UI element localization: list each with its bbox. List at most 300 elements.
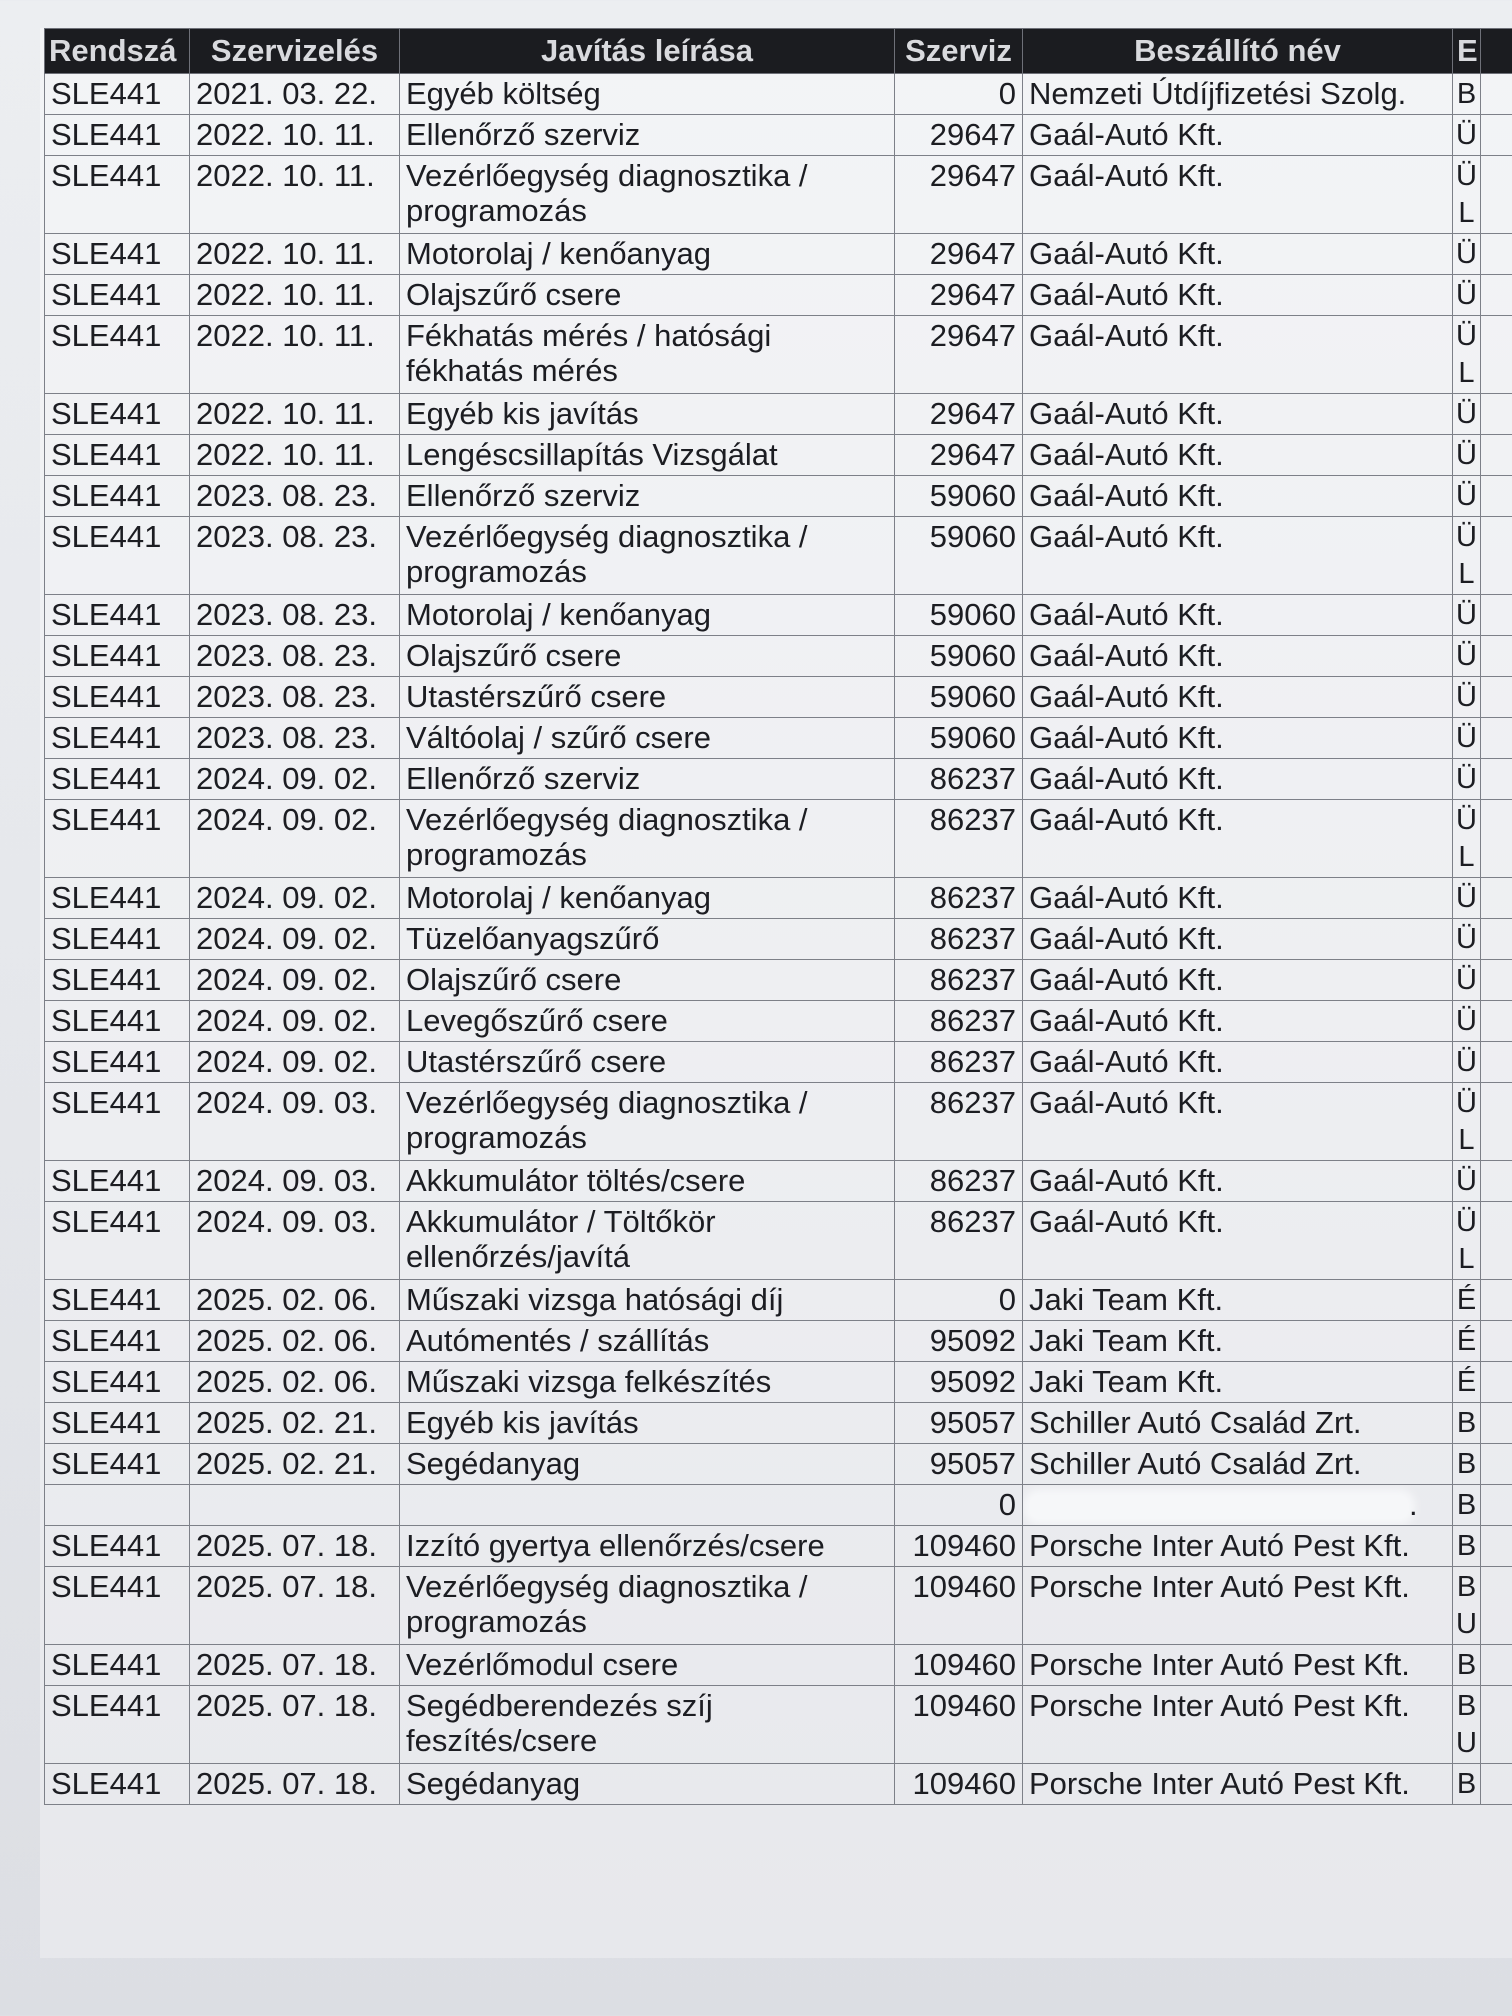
plate-cell: SLE441 bbox=[45, 476, 190, 517]
date-cell: 2023. 08. 23. bbox=[190, 636, 400, 677]
plate-cell: SLE441 bbox=[45, 316, 190, 394]
description-cell: Utastérszűrő csere bbox=[400, 1042, 895, 1083]
flag-letter: B bbox=[1456, 1489, 1477, 1521]
plate-cell: SLE441 bbox=[45, 800, 190, 878]
table-row bbox=[45, 1161, 1512, 1202]
service-km-cell: 0 bbox=[895, 1280, 1023, 1321]
column-header-service-km: Szerviz bbox=[895, 29, 1023, 74]
date-cell: 2025. 07. 18. bbox=[190, 1567, 400, 1645]
table-row bbox=[45, 1645, 1512, 1686]
flag-cell bbox=[1453, 878, 1481, 919]
supplier-cell: Gaál-Autó Kft. bbox=[1023, 677, 1453, 718]
flag-cell bbox=[1453, 636, 1481, 677]
plate-cell: SLE441 bbox=[45, 759, 190, 800]
blank-cell bbox=[1481, 878, 1512, 919]
service-km-cell: 109460 bbox=[895, 1686, 1023, 1764]
flag-letter: Ü bbox=[1456, 160, 1477, 192]
plate-cell: SLE441 bbox=[45, 1362, 190, 1403]
plate-cell: SLE441 bbox=[45, 960, 190, 1001]
table-row bbox=[45, 275, 1512, 316]
table-row bbox=[45, 1764, 1512, 1805]
flag-cell bbox=[1453, 1526, 1481, 1567]
supplier-cell: Gaál-Autó Kft. bbox=[1023, 234, 1453, 275]
table-row bbox=[45, 595, 1512, 636]
flag-letter: U bbox=[1456, 1608, 1477, 1640]
flag-cell bbox=[1453, 919, 1481, 960]
table-row bbox=[45, 1526, 1512, 1567]
date-cell: 2025. 02. 06. bbox=[190, 1362, 400, 1403]
table-row bbox=[45, 919, 1512, 960]
supplier-cell: Gaál-Autó Kft. bbox=[1023, 919, 1453, 960]
date-cell: 2025. 02. 21. bbox=[190, 1403, 400, 1444]
plate-cell: SLE441 bbox=[45, 636, 190, 677]
blank-cell bbox=[1481, 1083, 1512, 1161]
flag-cell bbox=[1453, 1321, 1481, 1362]
description-cell: Fékhatás mérés / hatósági fékhatás mérés bbox=[400, 316, 895, 394]
service-km-cell: 59060 bbox=[895, 636, 1023, 677]
table-row bbox=[45, 878, 1512, 919]
flag-cell bbox=[1453, 759, 1481, 800]
blank-cell bbox=[1481, 275, 1512, 316]
plate-cell: SLE441 bbox=[45, 234, 190, 275]
description-cell: Tüzelőanyagszűrő bbox=[400, 919, 895, 960]
date-cell: 2024. 09. 02. bbox=[190, 1001, 400, 1042]
flag-letter: L bbox=[1458, 1124, 1475, 1156]
service-km-cell: 0 bbox=[895, 74, 1023, 115]
description-cell: Segédberendezés szíj feszítés/csere bbox=[400, 1686, 895, 1764]
flag-letter: Ü bbox=[1456, 119, 1477, 151]
description-cell: Segédanyag bbox=[400, 1444, 895, 1485]
description-cell: Műszaki vizsga felkészítés bbox=[400, 1362, 895, 1403]
plate-cell: SLE441 bbox=[45, 1764, 190, 1805]
date-cell: 2023. 08. 23. bbox=[190, 476, 400, 517]
plate-cell: SLE441 bbox=[45, 1042, 190, 1083]
flag-cell bbox=[1453, 1485, 1481, 1526]
service-km-cell: 59060 bbox=[895, 476, 1023, 517]
flag-cell bbox=[1453, 960, 1481, 1001]
table-row bbox=[45, 394, 1512, 435]
flag-letter: Ü bbox=[1456, 1165, 1477, 1197]
plate-cell: SLE441 bbox=[45, 435, 190, 476]
service-km-cell: 109460 bbox=[895, 1567, 1023, 1645]
date-cell: 2022. 10. 11. bbox=[190, 234, 400, 275]
plate-cell: SLE441 bbox=[45, 878, 190, 919]
blank-cell bbox=[1481, 1567, 1512, 1645]
supplier-cell: Gaál-Autó Kft. bbox=[1023, 1202, 1453, 1280]
blank-cell bbox=[1481, 394, 1512, 435]
blank-cell bbox=[1481, 800, 1512, 878]
plate-cell: SLE441 bbox=[45, 677, 190, 718]
table-row bbox=[45, 1485, 1512, 1526]
blank-cell bbox=[1481, 435, 1512, 476]
blank-cell bbox=[1481, 1001, 1512, 1042]
column-header-description: Javítás leírása bbox=[400, 29, 895, 74]
blank-cell bbox=[1481, 677, 1512, 718]
plate-cell: SLE441 bbox=[45, 1083, 190, 1161]
flag-letter: B bbox=[1456, 1530, 1477, 1562]
supplier-cell: Schiller Autó Család Zrt. bbox=[1023, 1403, 1453, 1444]
description-cell: Utastérszűrő csere bbox=[400, 677, 895, 718]
supplier-cell: Gaál-Autó Kft. bbox=[1023, 960, 1453, 1001]
supplier-cell: Gaál-Autó Kft. bbox=[1023, 394, 1453, 435]
service-km-cell: 95092 bbox=[895, 1362, 1023, 1403]
supplier-cell: Jaki Team Kft. bbox=[1023, 1280, 1453, 1321]
service-km-cell: 86237 bbox=[895, 878, 1023, 919]
description-cell: Ellenőrző szerviz bbox=[400, 476, 895, 517]
blank-cell bbox=[1481, 1321, 1512, 1362]
blank-cell bbox=[1481, 1403, 1512, 1444]
flag-cell bbox=[1453, 1686, 1481, 1764]
date-cell: 2024. 09. 02. bbox=[190, 878, 400, 919]
flag-letter: Ü bbox=[1456, 804, 1477, 836]
service-km-cell: 95057 bbox=[895, 1403, 1023, 1444]
flag-letter: L bbox=[1458, 1243, 1475, 1275]
plate-cell: SLE441 bbox=[45, 1161, 190, 1202]
supplier-cell: Nemzeti Útdíjfizetési Szolg. bbox=[1023, 74, 1453, 115]
supplier-cell: Gaál-Autó Kft. bbox=[1023, 759, 1453, 800]
table-row bbox=[45, 435, 1512, 476]
service-km-cell: 95057 bbox=[895, 1444, 1023, 1485]
flag-cell bbox=[1453, 316, 1481, 394]
supplier-cell: Jaki Team Kft. bbox=[1023, 1321, 1453, 1362]
service-km-cell: 29647 bbox=[895, 275, 1023, 316]
flag-letter: B bbox=[1456, 1571, 1477, 1603]
flag-letter: Ü bbox=[1456, 722, 1477, 754]
plate-cell: SLE441 bbox=[45, 718, 190, 759]
flag-letter: B bbox=[1456, 1407, 1477, 1439]
supplier-cell: Gaál-Autó Kft. bbox=[1023, 115, 1453, 156]
plate-cell: SLE441 bbox=[45, 1280, 190, 1321]
service-km-cell: 29647 bbox=[895, 394, 1023, 435]
date-cell: 2025. 02. 06. bbox=[190, 1280, 400, 1321]
description-cell: Egyéb kis javítás bbox=[400, 394, 895, 435]
flag-cell bbox=[1453, 1567, 1481, 1645]
blank-cell bbox=[1481, 1042, 1512, 1083]
supplier-cell: Gaál-Autó Kft. bbox=[1023, 636, 1453, 677]
plate-cell: SLE441 bbox=[45, 275, 190, 316]
supplier-cell: Jaki Team Kft. bbox=[1023, 1362, 1453, 1403]
date-cell: 2022. 10. 11. bbox=[190, 275, 400, 316]
flag-letter: Ü bbox=[1456, 521, 1477, 553]
flag-cell bbox=[1453, 1280, 1481, 1321]
flag-letter: Ü bbox=[1456, 1206, 1477, 1238]
description-cell: Lengéscsillapítás Vizsgálat bbox=[400, 435, 895, 476]
flag-letter: Ü bbox=[1456, 640, 1477, 672]
table-row bbox=[45, 636, 1512, 677]
description-cell: Műszaki vizsga hatósági díj bbox=[400, 1280, 895, 1321]
flag-cell bbox=[1453, 1161, 1481, 1202]
description-cell: Egyéb költség bbox=[400, 74, 895, 115]
plate-cell: SLE441 bbox=[45, 1645, 190, 1686]
flag-letter: Ü bbox=[1456, 681, 1477, 713]
flag-cell bbox=[1453, 476, 1481, 517]
flag-letter: L bbox=[1458, 197, 1475, 229]
flag-letter: B bbox=[1456, 1768, 1477, 1800]
supplier-cell: Gaál-Autó Kft. bbox=[1023, 800, 1453, 878]
table-row bbox=[45, 800, 1512, 878]
description-cell: Levegőszűrő csere bbox=[400, 1001, 895, 1042]
flag-letter: Ü bbox=[1456, 1046, 1477, 1078]
blank-cell bbox=[1481, 476, 1512, 517]
flag-letter: Ü bbox=[1456, 480, 1477, 512]
date-cell: 2024. 09. 02. bbox=[190, 759, 400, 800]
service-km-cell: 86237 bbox=[895, 1083, 1023, 1161]
service-km-cell: 86237 bbox=[895, 919, 1023, 960]
flag-letter: L bbox=[1458, 841, 1475, 873]
flag-cell bbox=[1453, 1042, 1481, 1083]
service-km-cell: 29647 bbox=[895, 234, 1023, 275]
description-cell: Vezérlőegység diagnosztika / programozás bbox=[400, 1567, 895, 1645]
date-cell: 2022. 10. 11. bbox=[190, 316, 400, 394]
blank-cell bbox=[1481, 1161, 1512, 1202]
blank-cell bbox=[1481, 1362, 1512, 1403]
flag-letter: B bbox=[1456, 1690, 1477, 1722]
flag-cell bbox=[1453, 156, 1481, 234]
description-cell: Motorolaj / kenőanyag bbox=[400, 234, 895, 275]
flag-letter: Ü bbox=[1456, 439, 1477, 471]
description-cell: Motorolaj / kenőanyag bbox=[400, 878, 895, 919]
table-row bbox=[45, 1042, 1512, 1083]
flag-letter: B bbox=[1456, 1448, 1477, 1480]
plate-cell: SLE441 bbox=[45, 517, 190, 595]
supplier-cell: Gaál-Autó Kft. bbox=[1023, 1161, 1453, 1202]
blank-cell bbox=[1481, 1526, 1512, 1567]
date-cell: 2025. 07. 18. bbox=[190, 1764, 400, 1805]
table-row bbox=[45, 1403, 1512, 1444]
description-cell: Vezérlőegység diagnosztika / programozás bbox=[400, 800, 895, 878]
flag-letter: B bbox=[1456, 1649, 1477, 1681]
description-cell: Vezérlőmodul csere bbox=[400, 1645, 895, 1686]
blank-cell bbox=[1481, 115, 1512, 156]
date-cell: 2022. 10. 11. bbox=[190, 156, 400, 234]
date-cell: 2024. 09. 02. bbox=[190, 800, 400, 878]
flag-cell bbox=[1453, 800, 1481, 878]
blank-cell bbox=[1481, 636, 1512, 677]
date-cell: 2025. 07. 18. bbox=[190, 1526, 400, 1567]
supplier-cell: Gaál-Autó Kft. bbox=[1023, 275, 1453, 316]
description-cell: Segédanyag bbox=[400, 1764, 895, 1805]
service-history-table bbox=[44, 28, 1512, 1805]
flag-letter: B bbox=[1456, 78, 1477, 110]
blank-cell bbox=[1481, 1202, 1512, 1280]
flag-cell bbox=[1453, 1403, 1481, 1444]
table-row bbox=[45, 1444, 1512, 1485]
flag-cell bbox=[1453, 517, 1481, 595]
date-cell: 2024. 09. 03. bbox=[190, 1083, 400, 1161]
service-km-cell: 86237 bbox=[895, 960, 1023, 1001]
table-row bbox=[45, 1321, 1512, 1362]
plate-cell: SLE441 bbox=[45, 115, 190, 156]
plate-cell: SLE441 bbox=[45, 74, 190, 115]
supplier-cell: Gaál-Autó Kft. bbox=[1023, 718, 1453, 759]
flag-cell bbox=[1453, 1444, 1481, 1485]
supplier-cell: Gaál-Autó Kft. bbox=[1023, 1001, 1453, 1042]
plate-cell: SLE441 bbox=[45, 1202, 190, 1280]
table-row bbox=[45, 156, 1512, 234]
service-km-cell: 59060 bbox=[895, 517, 1023, 595]
flag-letter: L bbox=[1458, 357, 1475, 389]
service-km-cell: 95092 bbox=[895, 1321, 1023, 1362]
date-cell: 2025. 07. 18. bbox=[190, 1645, 400, 1686]
flag-letter: Ü bbox=[1456, 964, 1477, 996]
supplier-cell: Schiller Autó Család Zrt. bbox=[1023, 1444, 1453, 1485]
supplier-cell: Gaál-Autó Kft. bbox=[1023, 595, 1453, 636]
flag-cell bbox=[1453, 1202, 1481, 1280]
date-cell: 2024. 09. 02. bbox=[190, 919, 400, 960]
plate-cell: SLE441 bbox=[45, 394, 190, 435]
description-cell: Olajszűrő csere bbox=[400, 960, 895, 1001]
flag-letter: U bbox=[1456, 1727, 1477, 1759]
date-cell: 2022. 10. 11. bbox=[190, 115, 400, 156]
service-km-cell: 86237 bbox=[895, 1202, 1023, 1280]
flag-cell bbox=[1453, 275, 1481, 316]
flag-cell bbox=[1453, 677, 1481, 718]
date-cell: 2023. 08. 23. bbox=[190, 718, 400, 759]
service-km-cell: 109460 bbox=[895, 1526, 1023, 1567]
flag-letter: Ü bbox=[1456, 279, 1477, 311]
date-cell: 2023. 08. 23. bbox=[190, 677, 400, 718]
description-cell: Vezérlőegység diagnosztika / programozás bbox=[400, 517, 895, 595]
plate-cell: SLE441 bbox=[45, 919, 190, 960]
description-cell: Motorolaj / kenőanyag bbox=[400, 595, 895, 636]
service-km-cell: 29647 bbox=[895, 316, 1023, 394]
flag-letter: É bbox=[1456, 1366, 1477, 1398]
supplier-cell: Gaál-Autó Kft. bbox=[1023, 316, 1453, 394]
flag-letter: Ü bbox=[1456, 238, 1477, 270]
plate-cell: SLE441 bbox=[45, 1001, 190, 1042]
blank-cell bbox=[1481, 919, 1512, 960]
description-cell: Egyéb kis javítás bbox=[400, 1403, 895, 1444]
date-cell: 2024. 09. 02. bbox=[190, 960, 400, 1001]
table-row bbox=[45, 517, 1512, 595]
column-header-blank bbox=[1481, 29, 1512, 74]
blank-cell bbox=[1481, 595, 1512, 636]
table-row bbox=[45, 1362, 1512, 1403]
supplier-cell: Gaál-Autó Kft. bbox=[1023, 517, 1453, 595]
table-row bbox=[45, 1280, 1512, 1321]
blank-cell bbox=[1481, 1764, 1512, 1805]
table-row bbox=[45, 1083, 1512, 1161]
description-cell: Autómentés / szállítás bbox=[400, 1321, 895, 1362]
blank-cell bbox=[1481, 1686, 1512, 1764]
table-row bbox=[45, 74, 1512, 115]
date-cell: 2024. 09. 03. bbox=[190, 1161, 400, 1202]
supplier-cell: Gaál-Autó Kft. bbox=[1023, 476, 1453, 517]
blank-cell bbox=[1481, 759, 1512, 800]
blank-cell bbox=[1481, 517, 1512, 595]
table-row bbox=[45, 677, 1512, 718]
description-cell: Váltóolaj / szűrő csere bbox=[400, 718, 895, 759]
description-cell: Ellenőrző szerviz bbox=[400, 115, 895, 156]
plate-cell: SLE441 bbox=[45, 1686, 190, 1764]
date-cell: 2023. 08. 23. bbox=[190, 595, 400, 636]
blank-cell bbox=[1481, 1645, 1512, 1686]
date-cell: 2025. 02. 21. bbox=[190, 1444, 400, 1485]
service-km-cell: 86237 bbox=[895, 759, 1023, 800]
service-km-cell: 29647 bbox=[895, 156, 1023, 234]
plate-cell: SLE441 bbox=[45, 156, 190, 234]
column-header-date: Szervizelés bbox=[190, 29, 400, 74]
plate-cell: SLE441 bbox=[45, 1567, 190, 1645]
table-row bbox=[45, 1686, 1512, 1764]
blank-cell bbox=[1481, 74, 1512, 115]
description-cell: Vezérlőegység diagnosztika / programozás bbox=[400, 1083, 895, 1161]
blank-cell bbox=[1481, 1444, 1512, 1485]
blank-cell bbox=[1481, 960, 1512, 1001]
service-km-cell: 0 bbox=[895, 1485, 1023, 1526]
description-cell: Olajszűrő csere bbox=[400, 636, 895, 677]
flag-cell bbox=[1453, 1083, 1481, 1161]
date-cell: 2021. 03. 22. bbox=[190, 74, 400, 115]
plate-cell: SLE441 bbox=[45, 1321, 190, 1362]
column-header-extra: E bbox=[1453, 29, 1481, 74]
flag-letter: Ü bbox=[1456, 923, 1477, 955]
flag-cell bbox=[1453, 394, 1481, 435]
description-cell: Ellenőrző szerviz bbox=[400, 759, 895, 800]
date-cell: 2024. 09. 02. bbox=[190, 1042, 400, 1083]
flag-cell bbox=[1453, 115, 1481, 156]
column-header-plate: Rendszá bbox=[45, 29, 190, 74]
blank-cell bbox=[1481, 316, 1512, 394]
blank-cell bbox=[1481, 718, 1512, 759]
description-cell bbox=[400, 1485, 895, 1526]
table-row bbox=[45, 316, 1512, 394]
flag-cell bbox=[1453, 234, 1481, 275]
supplier-cell: Gaál-Autó Kft. bbox=[1023, 1042, 1453, 1083]
supplier-cell: Porsche Inter Autó Pest Kft. bbox=[1023, 1764, 1453, 1805]
description-cell: Izzító gyertya ellenőrzés/csere bbox=[400, 1526, 895, 1567]
flag-letter: Ü bbox=[1456, 1087, 1477, 1119]
table-row bbox=[45, 234, 1512, 275]
flag-letter: É bbox=[1456, 1284, 1477, 1316]
column-header-supplier: Beszállító név bbox=[1023, 29, 1453, 74]
flag-cell bbox=[1453, 1764, 1481, 1805]
service-km-cell: 59060 bbox=[895, 718, 1023, 759]
service-km-cell: 109460 bbox=[895, 1645, 1023, 1686]
supplier-cell: Gaál-Autó Kft. bbox=[1023, 156, 1453, 234]
table-row bbox=[45, 1202, 1512, 1280]
supplier-cell: Gaál-Autó Kft. bbox=[1023, 435, 1453, 476]
date-cell bbox=[190, 1485, 400, 1526]
date-cell: 2025. 07. 18. bbox=[190, 1686, 400, 1764]
plate-cell: SLE441 bbox=[45, 1403, 190, 1444]
blank-cell bbox=[1481, 1280, 1512, 1321]
description-cell: Akkumulátor töltés/csere bbox=[400, 1161, 895, 1202]
flag-cell bbox=[1453, 1001, 1481, 1042]
supplier-cell: Gaál-Autó Kft. bbox=[1023, 1083, 1453, 1161]
date-cell: 2022. 10. 11. bbox=[190, 394, 400, 435]
flag-cell bbox=[1453, 1362, 1481, 1403]
table-row bbox=[45, 476, 1512, 517]
service-km-cell: 86237 bbox=[895, 1161, 1023, 1202]
supplier-cell: Porsche Inter Autó Pest Kft. bbox=[1023, 1526, 1453, 1567]
service-km-cell: 59060 bbox=[895, 595, 1023, 636]
date-cell: 2022. 10. 11. bbox=[190, 435, 400, 476]
description-cell: Vezérlőegység diagnosztika / programozás bbox=[400, 156, 895, 234]
flag-letter: Ü bbox=[1456, 882, 1477, 914]
supplier-cell: Gaál-Autó Kft. bbox=[1023, 878, 1453, 919]
supplier-cell: Porsche Inter Autó Pest Kft. bbox=[1023, 1645, 1453, 1686]
blank-cell bbox=[1481, 1485, 1512, 1526]
supplier-cell: Porsche Inter Autó Pest Kft. bbox=[1023, 1567, 1453, 1645]
flag-cell bbox=[1453, 74, 1481, 115]
flag-letter: É bbox=[1456, 1325, 1477, 1357]
flag-letter: L bbox=[1458, 558, 1475, 590]
flag-letter: Ü bbox=[1456, 1005, 1477, 1037]
blank-cell bbox=[1481, 234, 1512, 275]
plate-cell: SLE441 bbox=[45, 1444, 190, 1485]
table-row bbox=[45, 759, 1512, 800]
